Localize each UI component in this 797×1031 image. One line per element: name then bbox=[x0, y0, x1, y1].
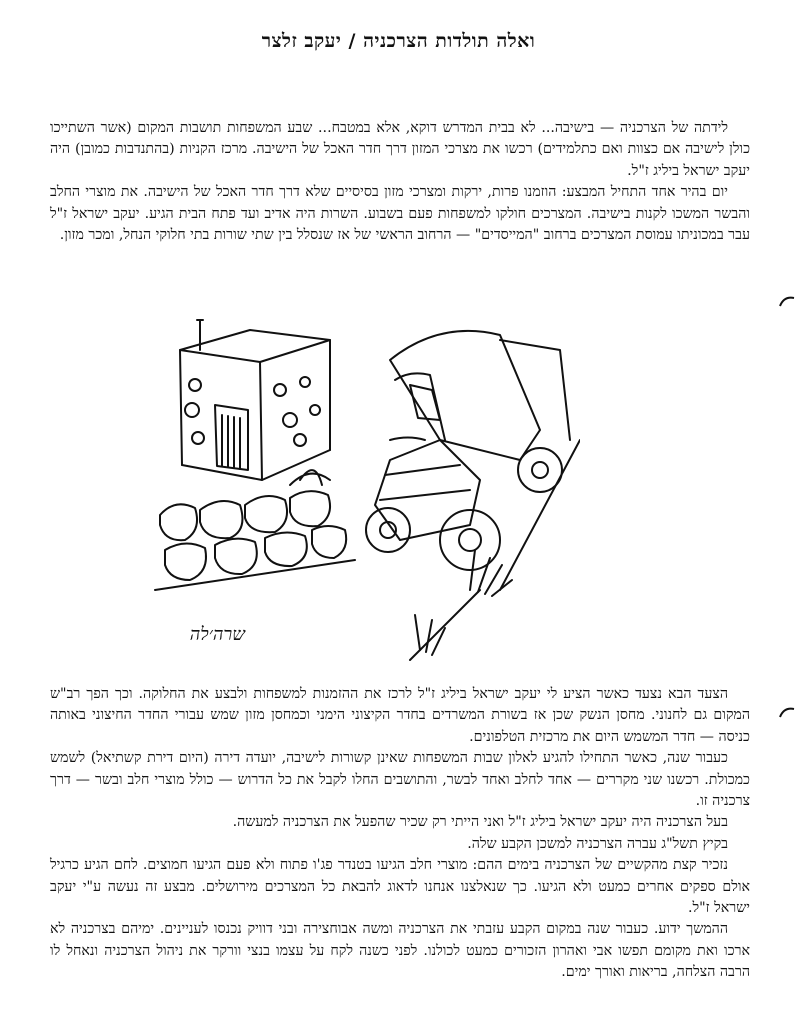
paragraph: בקיץ תשל"ג עברה הצרכניה למשכן הקבע שלה. bbox=[467, 835, 728, 852]
paragraph: לידתה של הצרכניה — בישיבה... לא בבית המדרש דוקא, אלא במטבח... שבע המשפחות תושבות המקום (אשר השתייכו כולן לישיבה אם כצוות ואם כתלמידים) רכשו את מצרכי המזון דרך חדר האכל של הישיבה. מרכז הקניות (בהתנדבות כמובן) היה יעקב ישראל ביליג ז"ל. bbox=[50, 120, 750, 179]
house-drawing bbox=[180, 320, 330, 480]
margin-bracket-mark bbox=[776, 292, 796, 312]
truck-and-house-illustration bbox=[140, 290, 580, 670]
paragraph: יום בהיר אחד התחיל המבצע: הוזמנו פרות, ירקות ומצרכי מזון בסיסיים שלא דרך חדר האכל של הישיבה. את מוצרי החלב והבשר המשכו לקנות בישיבה. המצרכים חולקו למשפחות פעם בשבוע. השרות היה אדיב ועד פתח הבית הגיע. יעקב ישראל ז"ל עבר במכוניתו עמוסת המצרכים ברחוב "המייסדים" — הרחוב הראשי של אז שנסלל בין שתי שורות בתי חלוקי הנחל, ומכר מזון. bbox=[50, 184, 750, 244]
paragraph: נזכיר קצת מהקשיים של הצרכניה בימים ההם: מוצרי חלב הגיעו בטנדר פג'ו פתוח ולא פעם הגיעו חמוצים. לחם הגיע כרגיל אולם ספקים אחרים כמעט ולא הגיעו. כך שנאלצנו אנחנו לדאוג להבאת כל המצרכים מירושלים. מבצע זה נעשה ע"י יעקב ישראל ז"ל. bbox=[50, 857, 750, 917]
road-and-plants-drawing bbox=[410, 440, 580, 660]
paragraph: ההמשך ידוע. כעבור שנה במקום הקבע עזבתי את הצרכניה ומשה אבוחצירה ובני דוויק נכנסו לעניינים. ימיהם בצרכניה לא ארכו ואת מקומם תפשו אבי ואהרון הזכורים כמעט לכולנו. לפני כשנה לקח על עצמו בנצי וורקר את ניהול הצרכניה ונאחל לו הרבה הצלחה, בריאות ואורך ימים. bbox=[50, 921, 750, 981]
main-text bbox=[50, 684, 750, 984]
paragraph: כעבור שנה, כאשר התחילו להגיע לאלון שבות המשפחות שאינן קשורות לישיבה, יועדה דירה (היום דירת קשתיאל) לשמש כמכולת. רכשנו שני מקררים — אחד לחלב ואחד לבשר, והתושבים החלו לקבל את כל הדרוש — כולל מוצרי חלב ובשר — דרך צרכניה זו. bbox=[50, 750, 750, 810]
artist-signature: שרה׳לה bbox=[189, 624, 245, 645]
paragraph: הצעד הבא נצעד כאשר הציע לי יעקב ישראל ביליג ז"ל לרכז את ההזמנות למשפחות ולבצע את החלוקה. וכך הפך רב"ש המקום גם לחנוני. מחסן הנשק שכן אז בשורת המשרדים בחדר הקיצוני הימני וכמחסן מזון שמש עבורי החדר החיצוני באותה כניסה — חדר המשמש היום את מרכזית הטלפונים. bbox=[50, 686, 750, 745]
paragraph: בעל הצרכניה היה יעקב ישראל ביליג ז"ל ואני הייתי רק שכיר שהפעל את הצרכניה למעשה. bbox=[232, 814, 728, 831]
margin-bracket-mark bbox=[776, 703, 796, 723]
stone-wall-drawing bbox=[155, 470, 355, 590]
intro-text bbox=[50, 118, 750, 246]
truck-drawing bbox=[366, 331, 570, 570]
page-title: ואלה תולדות הצרכניה / יעקב זלצר bbox=[261, 30, 536, 52]
